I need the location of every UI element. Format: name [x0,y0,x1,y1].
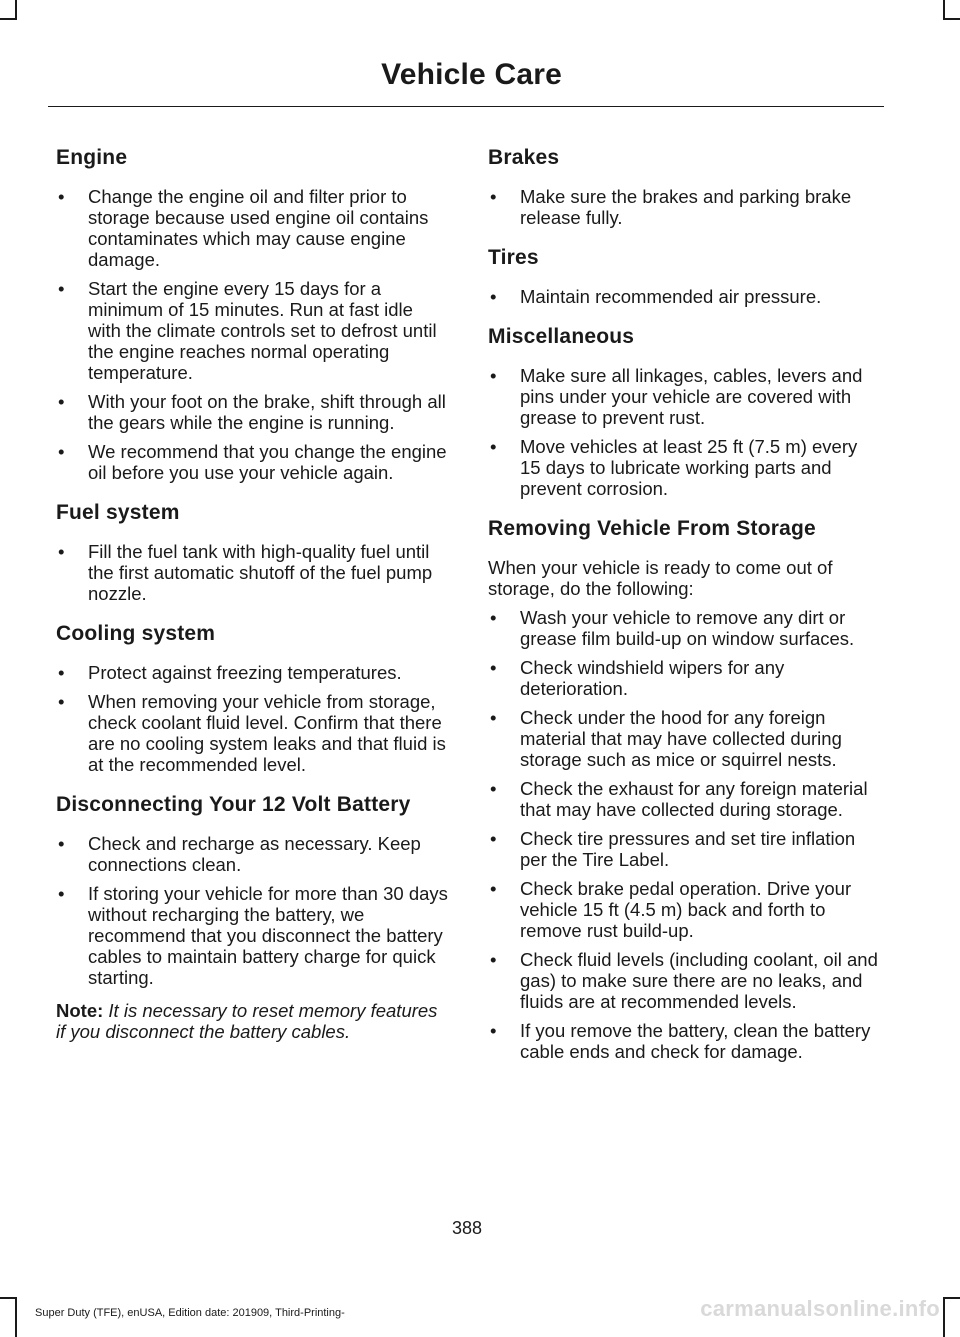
bullet-list [56,833,448,988]
bullet-list [56,662,448,775]
list-item: • Check fluid levels (including coolant, oil and gas) to make sure there are no leaks, and fluids are at recommended levels. [490,949,878,1012]
bullet-icon: • [58,541,65,562]
bullet-icon: • [58,278,65,299]
bullet-icon: • [490,607,497,628]
bullet-icon: • [490,778,497,799]
section-tires [488,242,880,307]
list-item: • Maintain recommended air pressure. [490,286,822,307]
crop-mark-top-right [943,0,945,20]
list-item: • If storing your vehicle for more than 30 days without recharging the battery, we recommend that you disconnect the battery cables to maintain battery charge for quick starting. [58,883,448,988]
crop-mark-top-left [0,18,17,20]
section-miscellaneous [488,321,880,499]
bullet-icon: • [58,833,65,854]
list-item: • Check brake pedal operation. Drive your vehicle 15 ft (4.5 m) back and forth to remove rust build-up. [490,878,852,941]
note [56,1000,448,1042]
note-label: Note: [56,1000,104,1021]
bullet-icon: • [490,436,497,457]
crop-mark-bottom-right [943,1297,960,1299]
section-engine [56,142,448,483]
right-column [488,142,880,1076]
list-item: • Protect against freezing temperatures. [58,662,402,683]
bullet-list [488,365,880,499]
list-item: • We recommend that you change the engine oil before you use your vehicle again. [58,441,447,483]
bullet-icon: • [490,707,497,728]
list-item: • Move vehicles at least 25 ft (7.5 m) every 15 days to lubricate working parts and prevent corrosion. [490,436,858,499]
section-heading: Cooling system [56,622,216,645]
list-item: • Check under the hood for any foreign material that may have collected during storage such as mice or squirrel nests. [490,707,842,770]
bullet-icon: • [490,1020,497,1041]
watermark: carmanualsonline.info [700,1296,940,1321]
bullet-icon: • [490,949,497,970]
section-heading: Disconnecting Your 12 Volt Battery [56,793,411,816]
crop-mark-bottom-right [943,1297,945,1337]
bullet-list [488,607,880,1062]
section-heading: Engine [56,146,128,169]
section-heading: Tires [488,246,539,269]
page-number: 388 [451,1218,483,1238]
list-item: • Change the engine oil and filter prior to storage because used engine oil contains contaminates which may cause engine damage. [58,186,429,270]
section-heading: Removing Vehicle From Storage [488,517,816,540]
section-heading: Fuel system [56,501,180,524]
list-item: • Check windshield wipers for any deterioration. [490,657,785,699]
bullet-icon: • [58,441,65,462]
list-item: • Make sure the brakes and parking brake release fully. [490,186,852,228]
list-item: • If you remove the battery, clean the battery cable ends and check for damage. [490,1020,871,1062]
bullet-icon: • [490,186,497,207]
bullet-icon: • [58,391,65,412]
crop-mark-top-right [943,18,960,20]
bullet-list [56,541,448,604]
list-item: • Fill the fuel tank with high-quality fuel until the first automatic shutoff of the fuel pump nozzle. [58,541,433,604]
left-column [56,142,448,1056]
section-cooling-system [56,618,448,775]
section-heading: Brakes [488,146,560,169]
bullet-icon: • [490,828,497,849]
section-brakes [488,142,880,228]
section-heading: Miscellaneous [488,325,635,348]
bullet-icon: • [490,365,497,386]
bullet-list [488,286,880,307]
list-item: • Start the engine every 15 days for a minimum of 15 minutes. Run at fast idle with the climate controls set to defrost until the engine reaches normal operating temperature. [58,278,437,383]
section-fuel-system [56,497,448,604]
crop-mark-top-left [15,0,17,20]
list-item: • With your foot on the brake, shift through all the gears while the engine is running. [58,391,446,433]
bullet-icon: • [58,883,65,904]
crop-mark-bottom-left [0,1297,17,1299]
bullet-icon: • [58,691,65,712]
list-item: • When removing your vehicle from storage, check coolant fluid level. Confirm that there are no cooling system leaks and that fluid is at the recommended level. [58,691,446,775]
bullet-list [488,186,880,228]
list-item: • Make sure all linkages, cables, levers and pins under your vehicle are covered with grease to prevent rust. [490,365,863,428]
section-removing-from-storage [488,513,880,1062]
bullet-icon: • [490,286,497,307]
list-item: • Check tire pressures and set tire inflation per the Tire Label. [490,828,856,870]
list-item: • Wash your vehicle to remove any dirt or grease film build-up on window surfaces. [490,607,855,649]
list-item: • Check and recharge as necessary. Keep connections clean. [58,833,421,875]
bullet-icon: • [58,662,65,683]
header-divider [48,106,884,107]
bullet-icon: • [58,186,65,207]
list-item: • Check the exhaust for any foreign material that may have collected during storage. [490,778,868,820]
crop-mark-bottom-left [15,1297,17,1337]
bullet-icon: • [490,878,497,899]
section-disconnecting-battery [56,789,448,1042]
page-header-title: Vehicle Care [381,58,562,91]
footer-edition-info: Super Duty (TFE), enUSA, Edition date: 201909, Third-Printing- [35,1307,345,1319]
bullet-icon: • [490,657,497,678]
section-intro: When your vehicle is ready to come out of storage, do the following: [488,557,833,599]
note-text: It is necessary to reset memory features if you disconnect the battery cables. [56,1000,438,1042]
bullet-list [56,186,448,483]
